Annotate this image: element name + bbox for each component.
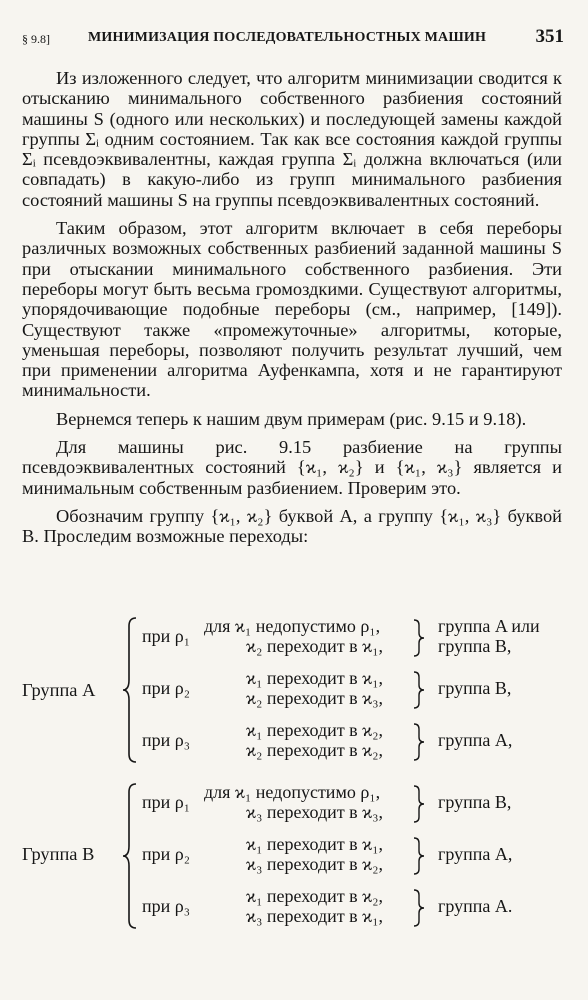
section-number: § 9.8] — [22, 32, 50, 46]
right-brace-icon — [412, 784, 426, 824]
transition-line: ϰ₂ переходит в ϰ₁, — [246, 636, 384, 656]
transition-row — [22, 782, 562, 828]
right-brace-icon — [412, 888, 426, 928]
paragraph: Таким образом, этот алгоритм включает в себя переборы различных возможных собственных разбиений заданной машины S при отыскании минимального собственного разбиения. Эти переборы могут быть весьма громоздкими. Существуют алгоритмы, упорядочивающие подобные переборы (см., например, [149]). Существуют также «промежуточные» алгоритмы, которые, уменьшая переборы, позволяют получить результат лучший, чем при применении алгоритма Ауфенкампа, хотя и не гарантируют минимальности. — [22, 218, 562, 401]
transition-line: для ϰ₁ недопустимо ρ₁, — [204, 782, 381, 802]
transition-row — [22, 616, 562, 662]
transition-line: ϰ₁ переходит в ϰ₂, — [246, 886, 384, 906]
transition-line: для ϰ₁ недопустимо ρ₁, — [204, 616, 381, 636]
transition-row — [22, 886, 562, 932]
result-label: группа A, — [438, 730, 513, 750]
result-label: группа B, — [438, 678, 512, 698]
transition-line: ϰ₃ переходит в ϰ₁, — [246, 906, 384, 926]
transition-line: ϰ₁ переходит в ϰ₂, — [246, 720, 384, 740]
page-header — [22, 24, 564, 48]
right-brace-icon — [412, 618, 426, 658]
body-text — [22, 68, 562, 555]
transition-row — [22, 668, 562, 714]
input-label: при ρ₂ — [142, 844, 191, 864]
result-label: группа B, — [438, 792, 512, 812]
transition-row — [22, 834, 562, 880]
paragraph: Вернемся теперь к нашим двум примерам (рис. 9.15 и 9.18). — [56, 408, 527, 429]
transition-group-b — [22, 782, 562, 942]
transition-line: ϰ₃ переходит в ϰ₂, — [246, 854, 384, 874]
input-label: при ρ₂ — [142, 678, 191, 698]
transition-row — [22, 720, 562, 766]
transition-line: ϰ₂ переходит в ϰ₃, — [246, 688, 384, 708]
result-label: группа A. — [438, 896, 513, 916]
transition-group-a — [22, 616, 562, 776]
paragraph: Обозначим группу {ϰ₁, ϰ₂} буквой А, а группу {ϰ₁, ϰ₃} буквой В. Проследим возможные переходы: — [22, 505, 562, 547]
paragraph: Из изложенного следует, что алгоритм минимизации сводится к отысканию минимального собственного разбиения состояний машины S (одного или нескольких) и последующей замены каждой группы Σᵢ одним состоянием. Так как все состояния каждой группы Σᵢ псевдоэквивалентны, каждая группа Σᵢ должна включаться (или совпадать) в какую-либо из групп минимального разбиения состояний машины S на группы псевдоэквивалентных состояний. — [22, 68, 562, 210]
input-label: при ρ₁ — [142, 626, 191, 646]
input-label: при ρ₃ — [142, 730, 191, 750]
transition-line: ϰ₂ переходит в ϰ₂, — [246, 740, 384, 760]
transition-line: ϰ₁ переходит в ϰ₁, — [246, 668, 384, 688]
input-label: при ρ₃ — [142, 896, 191, 916]
input-label: при ρ₁ — [142, 792, 191, 812]
right-brace-icon — [412, 670, 426, 710]
group-label: Группа A — [22, 680, 96, 700]
paragraph: Для машины рис. 9.15 разбиение на группы псевдоэквивалентных состояний {ϰ₁, ϰ₂} и {ϰ₁, ϰ₃} является и минимальным собственным разбиением. Проверим это. — [22, 437, 562, 498]
running-title: МИНИМИЗАЦИЯ ПОСЛЕДОВАТЕЛЬНОСТНЫХ МАШИН — [88, 30, 487, 45]
result-label: группа A, — [438, 844, 513, 864]
transition-line: ϰ₃ переходит в ϰ₃, — [246, 802, 384, 822]
group-label: Группа B — [22, 844, 95, 864]
right-brace-icon — [412, 836, 426, 876]
result-label: группа A или группа B, — [438, 616, 540, 656]
right-brace-icon — [412, 722, 426, 762]
transition-line: ϰ₁ переходит в ϰ₁, — [246, 834, 384, 854]
page-number: 351 — [535, 26, 564, 47]
